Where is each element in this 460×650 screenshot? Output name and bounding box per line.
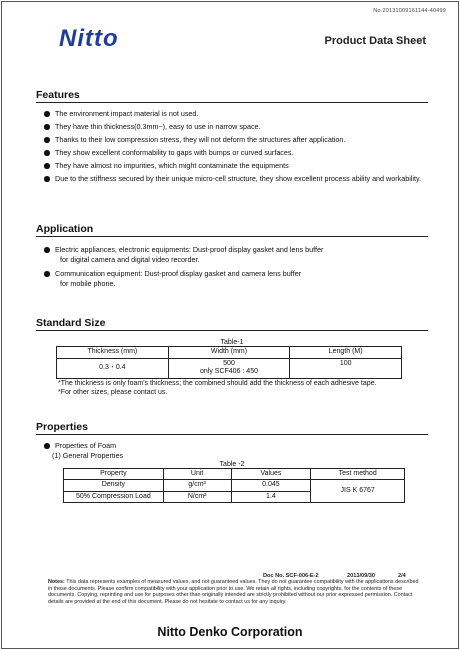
feature-item: Due to the stiffness secured by their unique micro-cell structure, they show excellent process ability and workability. xyxy=(36,174,428,184)
bullet-icon xyxy=(44,443,50,449)
column-header: Test method xyxy=(311,468,405,480)
test-method-cell: JIS K 6767 xyxy=(311,480,405,503)
notes-label: Notes: xyxy=(48,579,65,585)
unit-cell: g/cm³ xyxy=(163,480,231,492)
general-properties-subheading: (1) General Properties xyxy=(52,450,124,460)
table-row xyxy=(57,358,402,378)
table-2-caption: Table -2 xyxy=(219,460,245,468)
document-number-top: No.20131009161144-40499 xyxy=(373,8,446,14)
sizes-note: *For other sizes, please contact us. xyxy=(58,389,168,396)
column-header: Thickness (mm) xyxy=(57,347,169,359)
bullet-icon xyxy=(44,111,50,117)
properties-item: Properties of Foam xyxy=(36,441,428,451)
properties-table xyxy=(63,468,405,504)
notes-text: This data represents examples of measured values, and not guaranteed values. They do not guarantee compatibility with the applications described in these documents. Please confirm compatibility with your application prior to use. We retain all rights, including copyrights, for the contents of these documents. Copying, reprinting and use for purposes other than originally intended are strictly prohibited without our prior expressed permission. Contact details are provided at the end of this document. Please do not hesitate to contact us for any inquiry. xyxy=(48,579,419,605)
unit-cell: N/cm² xyxy=(163,491,231,503)
value-cell: 0.045 xyxy=(231,480,311,492)
property-cell: Density xyxy=(64,480,164,492)
nitto-logo: Nitto xyxy=(59,25,119,52)
column-header: Values xyxy=(231,468,311,480)
bullet-icon xyxy=(44,271,50,277)
standard-size-table xyxy=(56,346,402,379)
table-header-row xyxy=(64,468,405,480)
application-section xyxy=(36,223,428,292)
properties-section xyxy=(36,421,428,503)
property-cell: 50% Compression Load xyxy=(64,491,164,503)
page-title: Product Data Sheet xyxy=(324,35,426,47)
standard-size-heading: Standard Size xyxy=(36,317,428,331)
application-heading: Application xyxy=(36,223,428,237)
features-list xyxy=(36,109,428,184)
bullet-icon xyxy=(44,247,50,253)
features-section xyxy=(36,89,428,188)
feature-item: They show excellent conformability to gaps with bumps or curved surfaces. xyxy=(36,148,428,158)
company-name: Nitto Denko Corporation xyxy=(157,625,303,639)
thickness-cell: 0.3・0.4 xyxy=(57,358,169,378)
thickness-note: *The thickness is only foam's thickness; the combined should add the thickness of each adhesive tape. xyxy=(58,379,377,387)
column-header: Unit xyxy=(163,468,231,480)
footer-page-number: 2/4 xyxy=(398,573,406,579)
properties-list xyxy=(36,441,428,451)
disclaimer-notes xyxy=(48,579,424,605)
document-page xyxy=(1,1,459,649)
feature-item: They have thin thickness(0.3mm~), easy to use in narrow space. xyxy=(36,122,428,132)
application-item: Electric appliances, electronic equipments: Dust-proof display gasket and lens buffer for digital camera and digital video recorder. xyxy=(36,245,428,264)
length-cell: 100 xyxy=(290,358,402,378)
standard-size-section xyxy=(36,317,428,398)
feature-item: Thanks to their low compression stress, they will not deform the structures after application. xyxy=(36,135,428,145)
table-1-caption: Table-1 xyxy=(220,339,244,346)
feature-item: The environment impact material is not used. xyxy=(36,109,428,119)
table-row xyxy=(64,480,405,492)
column-header: Length (M) xyxy=(290,347,402,359)
width-cell: 500 only SCF406 : 450 xyxy=(168,358,290,378)
properties-heading: Properties xyxy=(36,421,428,435)
bullet-icon xyxy=(44,163,50,169)
application-list xyxy=(36,245,428,288)
value-cell: 1.4 xyxy=(231,491,311,503)
column-header: Width (mm) xyxy=(168,347,290,359)
bullet-icon xyxy=(44,124,50,130)
bullet-icon xyxy=(44,150,50,156)
footer-doc-number: Doc No. SCF-006-E-2 xyxy=(263,573,319,579)
bullet-icon xyxy=(44,176,50,182)
features-heading: Features xyxy=(36,89,428,103)
table-header-row xyxy=(57,347,402,359)
column-header: Property xyxy=(64,468,164,480)
footer-date: 2013/09/30 xyxy=(347,573,375,579)
application-item: Communication equipment: Dust-proof display gasket and camera lens buffer for mobile phone. xyxy=(36,269,428,288)
feature-item: They have almost no impurities, which might contaminate the equipments xyxy=(36,161,428,171)
bullet-icon xyxy=(44,137,50,143)
